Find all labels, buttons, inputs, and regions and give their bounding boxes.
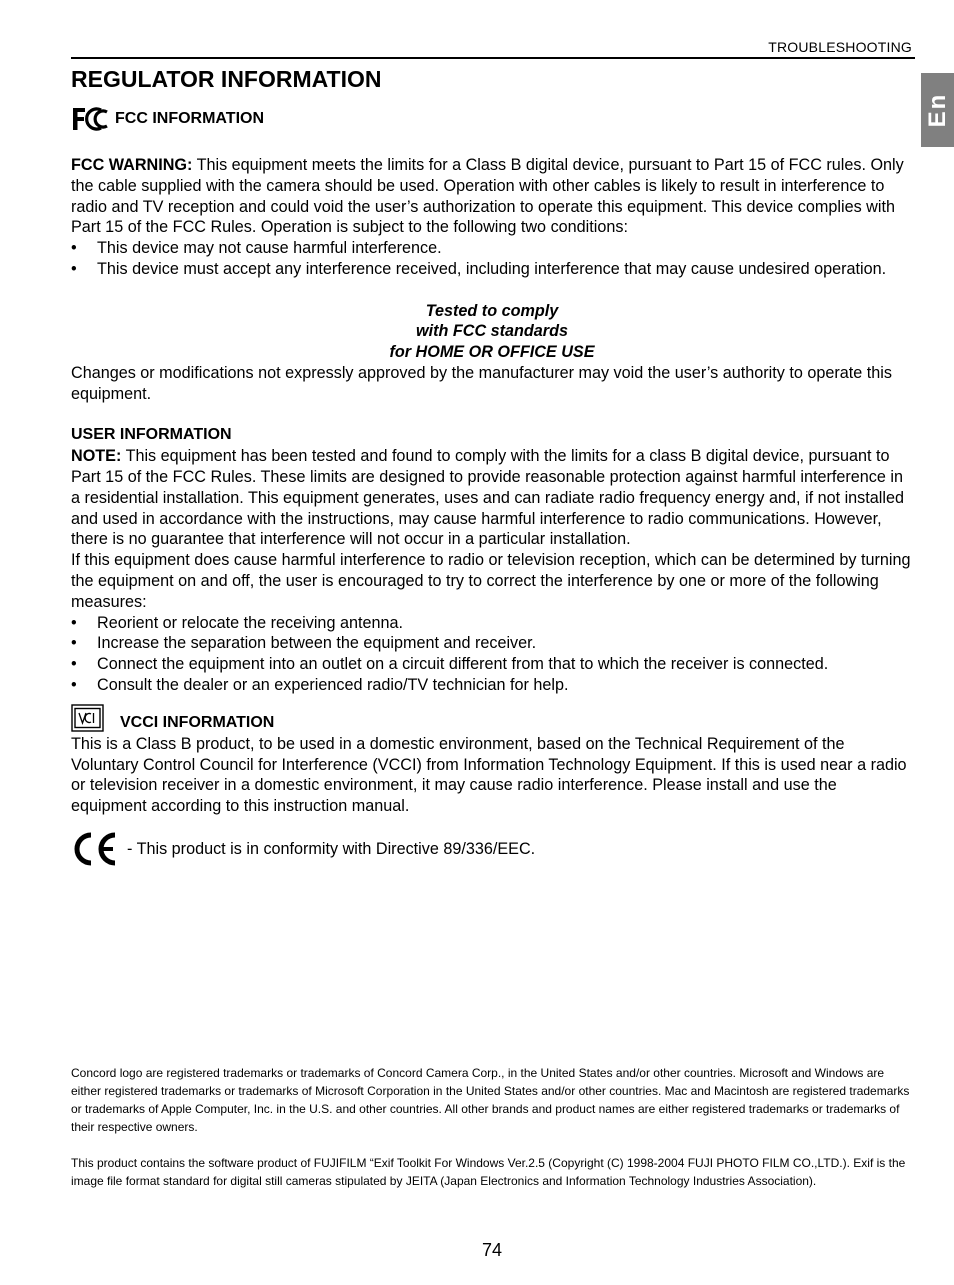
- fcc-logo-icon: [71, 105, 111, 133]
- section-label: TROUBLESHOOTING: [768, 39, 912, 55]
- language-tab-label: En: [923, 92, 951, 128]
- ce-text: - This product is in conformity with Directive 89/336/EEC.: [127, 839, 536, 858]
- measures-list: [71, 613, 913, 696]
- page-title: REGULATOR INFORMATION: [71, 66, 382, 92]
- ce-row: [71, 831, 913, 867]
- fcc-heading-row: [71, 104, 913, 134]
- language-tab: [921, 73, 954, 147]
- ce-mark-icon: [71, 831, 119, 867]
- tested-line-2: with FCC standards: [416, 322, 568, 341]
- page-number: 74: [481, 1240, 503, 1260]
- fcc-warning-label: FCC WARNING:: [71, 156, 193, 174]
- header-rule: [71, 57, 915, 59]
- vcci-logo-icon: [71, 704, 104, 732]
- list-item: • Reorient or relocate the receiving antenna.: [71, 613, 913, 634]
- vcci-heading: VCCI INFORMATION: [120, 713, 275, 731]
- tested-line-3: for HOME OR OFFICE USE: [389, 343, 595, 362]
- user-info-heading: USER INFORMATION: [71, 426, 232, 444]
- tested-line-1: Tested to comply: [425, 301, 559, 320]
- exif-notice: This product contains the software product of FUJIFILM “Exif Toolkit For Windows Ver.2.5 (Copyright (C) 1998-2004 FUJI PHOTO FILM CO.,LTD.). Exif is the image file format standard for digital still cameras stipulated by JEITA (Japan Electronics and Information Technology Industries Association).: [71, 1156, 906, 1189]
- vcci-heading-row: [71, 696, 913, 734]
- trademark-notice: Concord logo are registered trademarks or trademarks of Concord Camera Corp., in the United States and/or other countries. Microsoft and Windows are either registered trademarks or trademarks of Microsoft Corporation in the United States and/or other countries. Mac and Macintosh are registered trademarks or trademarks of Apple Computer, Inc. in the U.S. and other countries. All other brands and product names are either registered trademarks or trademarks of their respective owners.: [71, 1066, 910, 1135]
- list-item: • This device may not cause harmful interference.: [71, 238, 913, 259]
- changes-notice: Changes or modifications not expressly approved by the manufacturer may void the user’s authority to operate this equipment.: [71, 363, 892, 403]
- list-item: • Consult the dealer or an experienced radio/TV technician for help.: [71, 675, 913, 696]
- main-content: [71, 62, 913, 867]
- note-text: This equipment has been tested and found to comply with the limits for a class B digital device, pursuant to Part 15 of the FCC Rules. These limits are designed to provide reasonable protection against harmful interference in a residential installation. This equipment generates, uses and can radiate radio frequency energy and, if not installed and used in accordance with the instructions, may cause harmful interference to radio communications. However, there is no guarantee that interference will not occur in a particular installation.: [71, 447, 904, 549]
- fcc-warning: [71, 155, 913, 238]
- note-label: NOTE:: [71, 447, 122, 466]
- fcc-conditions-list: [71, 238, 913, 280]
- measures-intro: If this equipment does cause harmful interference to radio or television reception, which can be determined by turning the equipment on and off, the user is encouraged to try to correct the interference by one or more of the following measures:: [71, 551, 911, 611]
- user-info-note: [71, 446, 913, 550]
- legal-notice: [71, 1064, 913, 1209]
- list-item: • This device must accept any interference received, including interference that may cause undesired operation.: [71, 259, 913, 280]
- vcci-text: This is a Class B product, to be used in a domestic environment, based on the Technical Requirement of the Voluntary Control Council for Interference (VCCI) from Information Technology Equipment. If this is used near a radio or television receiver in a domestic environment, it may cause radio interference. Please install and use the equipment according to this instruction manual.: [71, 734, 907, 816]
- list-item: • Connect the equipment into an outlet on a circuit different from that to which the receiver is connected.: [71, 654, 913, 675]
- list-item: • Increase the separation between the equipment and receiver.: [71, 633, 913, 654]
- fcc-warning-text: This equipment meets the limits for a Class B digital device, pursuant to Part 15 of FCC rules. Only the cable supplied with the camera should be used. Operation with other cables is likely to result in interference to radio and TV reception and could void the user’s authorization to operate this equipment. This device complies with Part 15 of the FCC Rules. Operation is subject to the following two conditions:: [71, 156, 904, 237]
- fcc-heading: FCC INFORMATION: [115, 109, 265, 127]
